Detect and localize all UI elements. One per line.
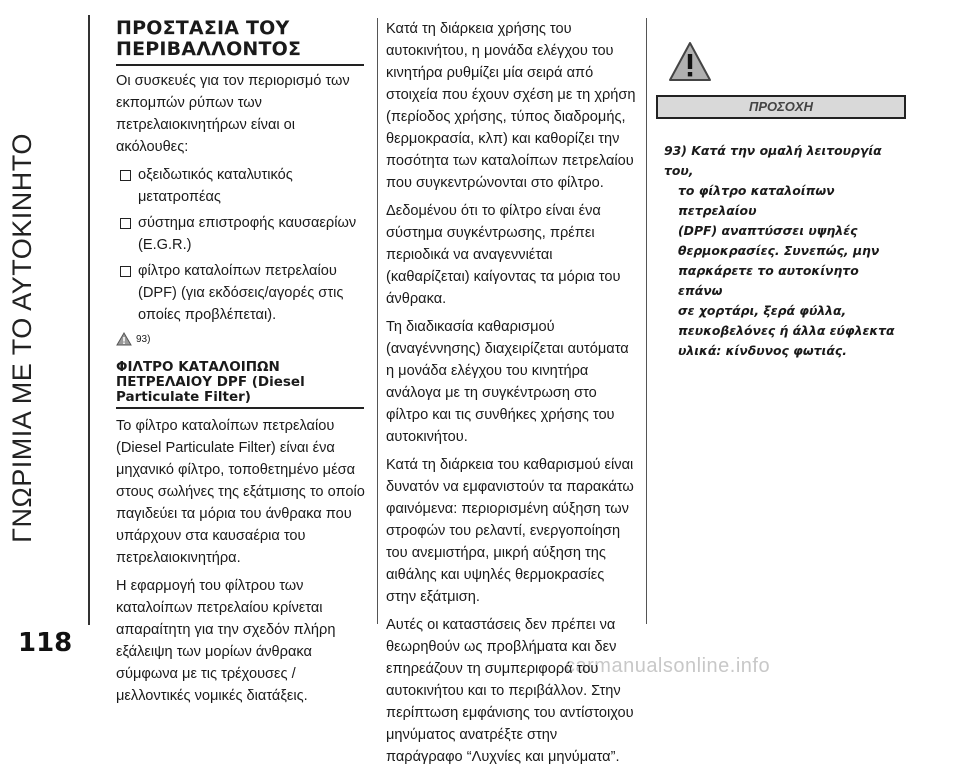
- paragraph: Δεδομένου ότι το φίλτρο είναι ένα σύστημα συγκέντρωσης, πρέπει περιοδικά να αναγεννιέται (καθαρίζεται) καίγοντας τα μόρια του άνθρακα.: [386, 203, 621, 307]
- list-item: οξειδωτικός καταλυτικός μετατροπέας: [116, 164, 368, 208]
- checkbox-bullet-icon: [120, 266, 131, 277]
- column-left: [116, 18, 368, 713]
- column-middle: [386, 18, 636, 774]
- warning-line: σε χορτάρι, ξερά φύλλα,: [678, 303, 847, 318]
- paragraph: Η εφαρμογή του φίλτρου των καταλοίπων πετρελαίου κρίνεται απαραίτητη για την σχεδόν πλήρη εξάλειψη των μορίων άνθρακα σύμφωνα με τις τρέχουσες / μελλοντικές νομικές διατάξεις.: [116, 578, 336, 704]
- chapter-title: ΓΝΩΡΙΜΙΑ ΜΕ ΤΟ ΑΥΤΟΚΙΝΗΤΟ: [7, 133, 37, 543]
- warning-text: [664, 141, 906, 361]
- warning-line: (DPF) αναπτύσσει υψηλές: [678, 223, 858, 238]
- watermark: carmanualsonline.info: [565, 655, 771, 677]
- warning-triangle-icon: [668, 40, 712, 84]
- paragraph: Τη διαδικασία καθαρισμού (αναγέννησης) διαχειρίζεται αυτόματα η μονάδα ελέγχου του κινητήρα ανάλογα με τη συγκέντρωση στο φίλτρο και τις συνθήκες χρήσης του αυτοκινήτου.: [386, 319, 629, 445]
- paragraph: Αυτές οι καταστάσεις δεν πρέπει να θεωρηθούν ως προβλήματα και δεν επηρεάζουν τη συμπεριφορά του αυτοκινήτου και το περιβάλλον. Στην περίπτωση εμφάνισης του αντίστοιχου μηνύματος ανατρέξτε στην παράγραφο “Λυχνίες και μηνύματα”.: [386, 617, 634, 765]
- list-item: φίλτρο καταλοίπων πετρελαίου (DPF) (για εκδόσεις/αγορές στις οποίες προβλέπεται).: [116, 260, 368, 326]
- paragraph: Κατά τη διάρκεια χρήσης του αυτοκινήτου, η μονάδα ελέγχου του κινητήρα ρυθμίζει μία σειρά από στοιχεία που έχουν σχέση με τη χρήση (περίοδος χρήσης, τύπος διαδρομής, θερμοκρασία, κλπ) και καθορίζει την ποσότητα των καταλοίπων πετρελαίου που συγκεντρώνονται στο φίλτρο.: [386, 21, 636, 191]
- warning-line: υλικά: κίνδυνος φωτιάς.: [678, 343, 847, 358]
- side-divider: [88, 15, 90, 625]
- warning-triangle-icon: [116, 332, 132, 346]
- list-item: σύστημα επιστροφής καυσαερίων (E.G.R.): [116, 212, 368, 256]
- column-divider: [646, 18, 647, 624]
- reference-number: 93): [136, 333, 151, 345]
- intro-paragraph: Οι συσκευές για τον περιορισμό των εκπομπών ρύπων των πετρελαιοκινητήρων είναι οι ακόλουθες:: [116, 73, 350, 155]
- page-number: 118: [18, 628, 73, 658]
- warning-line: πευκοβελόνες ή άλλα εύφλεκτα: [678, 323, 895, 338]
- warning-line: Κατά την ομαλή λειτουργία του,: [664, 143, 882, 178]
- warning-line: το φίλτρο καταλοίπων πετρελαίου: [678, 183, 835, 218]
- warning-title-bar: ΠΡΟΣΟΧΗ: [656, 95, 906, 119]
- warning-number: 93): [664, 143, 687, 158]
- warning-line: παρκάρετε το αυτοκίνητο επάνω: [678, 263, 859, 298]
- warning-line: θερμοκρασίες. Συνεπώς, μην: [678, 243, 880, 258]
- column-divider: [377, 18, 378, 624]
- warning-reference[interactable]: [116, 332, 368, 346]
- paragraph: Κατά τη διάρκεια του καθαρισμού είναι δυνατόν να εμφανιστούν τα παρακάτω φαινόμενα: περιορισμένη αύξηση των στροφών του ρελαντί, ενεργοποίηση του ανεμιστήρα, μικρή αύξηση της αιθάλης και υψηλές θερμοκρασίες στην εξάτμιση.: [386, 457, 634, 605]
- checkbox-bullet-icon: [120, 170, 131, 181]
- checkbox-bullet-icon: [120, 218, 131, 229]
- section-heading-dpf: ΦΙΛΤΡΟ ΚΑΤΑΛΟΙΠΩΝ ΠΕΤΡΕΛΑΙΟΥ DPF (Diesel Particulate Filter): [116, 360, 364, 409]
- paragraph: Το φίλτρο καταλοίπων πετρελαίου (Diesel Particulate Filter) είναι ένα μηχανικό φίλτρο, τοποθετημένο μέσα στους σωλήνες της εξάτμισης το οποίο παγιδεύει τα μόρια του άνθρακα που υπάρχουν στα καυσαέρια του πετρελαιοκινητήρα.: [116, 418, 365, 566]
- warning-box: [656, 40, 906, 361]
- section-heading-environment: ΠΡΟΣΤΑΣΙΑ ΤΟΥ ΠΕΡΙΒΑΛΛΟΝΤΟΣ: [116, 18, 364, 66]
